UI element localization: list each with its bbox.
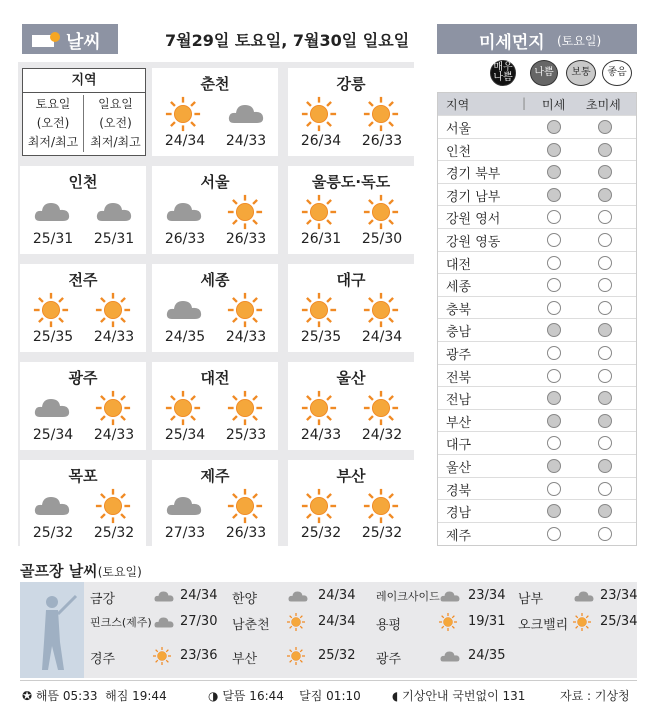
golf-temp: 23/34 bbox=[600, 588, 638, 603]
legend-sun-minmax: 최저/최고 bbox=[90, 135, 141, 149]
dust-title: 미세먼지 bbox=[479, 33, 545, 53]
city-name: 대구 bbox=[336, 271, 366, 289]
sun-icon bbox=[300, 487, 340, 523]
golf-course-name: 레이크사이드 bbox=[376, 590, 440, 603]
dust-level-normal: 보통 bbox=[566, 60, 596, 86]
dust-region: 제주 bbox=[446, 528, 472, 544]
temp-sunday: 26/33 bbox=[225, 231, 267, 247]
footer-moon bbox=[208, 687, 361, 704]
city-cell bbox=[152, 264, 278, 352]
pm25-level-dot bbox=[598, 323, 612, 337]
dust-region: 울산 bbox=[446, 461, 472, 476]
golf-title-text: 골프장 날씨 bbox=[20, 562, 98, 580]
cloud-icon bbox=[226, 95, 266, 131]
golfer-silhouette-icon bbox=[20, 582, 84, 678]
pm10-level-dot bbox=[547, 120, 561, 134]
city-cell bbox=[152, 166, 278, 254]
city-name: 인천 bbox=[68, 173, 98, 191]
dust-table bbox=[437, 92, 637, 546]
city-name: 울산 bbox=[336, 369, 366, 387]
golf-subtitle: (토요일) bbox=[97, 565, 142, 579]
city-name: 강릉 bbox=[336, 75, 366, 93]
pm10-level-dot bbox=[547, 233, 561, 247]
sun-icon bbox=[362, 389, 402, 425]
dust-row bbox=[438, 499, 636, 521]
sun-icon bbox=[362, 193, 402, 229]
dust-col-region: 지역 bbox=[446, 98, 470, 112]
legend-sun-am: (오전) bbox=[99, 116, 132, 130]
temp-saturday: 26/33 bbox=[164, 231, 206, 247]
dust-region: 강원 영동 bbox=[446, 235, 501, 250]
sun-icon bbox=[438, 612, 462, 632]
sun-icon bbox=[362, 487, 402, 523]
dust-region: 부산 bbox=[446, 415, 472, 431]
city-cell bbox=[288, 362, 414, 450]
city-name: 목포 bbox=[68, 467, 98, 485]
sun-icon bbox=[94, 291, 134, 327]
cloud-sun-icon bbox=[32, 31, 62, 49]
temp-saturday: 25/34 bbox=[164, 427, 206, 443]
sun-icon bbox=[300, 95, 340, 131]
pm25-level-dot bbox=[598, 143, 612, 157]
temp-sunday: 26/33 bbox=[225, 525, 267, 541]
pm25-level-dot bbox=[598, 414, 612, 428]
sun-icon bbox=[300, 291, 340, 327]
dust-row bbox=[438, 138, 636, 160]
sun-icon bbox=[152, 646, 176, 666]
golf-course-name: 핀크스(제주) bbox=[90, 616, 152, 629]
footer-sun bbox=[22, 687, 167, 704]
cloud-icon bbox=[286, 586, 310, 606]
dust-region: 전남 bbox=[446, 393, 472, 409]
golf-temp: 24/34 bbox=[180, 588, 218, 603]
temp-sunday: 24/33 bbox=[93, 427, 135, 443]
dust-region: 전북 bbox=[446, 370, 472, 386]
dust-level-good: 좋음 bbox=[602, 60, 632, 86]
dust-region: 인천 bbox=[446, 144, 472, 160]
temp-saturday: 25/34 bbox=[32, 427, 74, 443]
temp-saturday: 25/32 bbox=[300, 525, 342, 541]
sun-icon bbox=[286, 646, 310, 666]
dust-region: 경기 남부 bbox=[446, 189, 501, 205]
pm10-level-dot bbox=[547, 346, 561, 360]
sun-icon bbox=[226, 389, 266, 425]
temp-saturday: 26/31 bbox=[300, 231, 342, 247]
dust-table-header: 지역 | 미세 초미세 bbox=[438, 93, 636, 115]
cloud-icon bbox=[164, 487, 204, 523]
legend-saturday bbox=[23, 95, 84, 152]
pm10-level-dot bbox=[547, 301, 561, 315]
legend-sun-day: 일요일 bbox=[98, 97, 133, 111]
legend-sat-am: (오전) bbox=[36, 116, 70, 130]
dust-region: 경북 bbox=[446, 483, 472, 499]
weather-header bbox=[22, 24, 118, 54]
dust-row bbox=[438, 160, 636, 182]
legend-cell bbox=[22, 68, 146, 156]
page-title: 날씨 bbox=[66, 32, 101, 53]
temp-sunday: 24/33 bbox=[93, 329, 135, 345]
city-name: 서울 bbox=[200, 173, 230, 191]
dust-col-pm25: 초미세 bbox=[586, 98, 621, 112]
dust-header bbox=[437, 24, 637, 54]
temp-saturday: 24/35 bbox=[164, 329, 206, 345]
pm10-level-dot bbox=[547, 323, 561, 337]
sun-icon bbox=[226, 193, 266, 229]
dust-region: 충북 bbox=[446, 302, 472, 318]
pm10-level-dot bbox=[547, 256, 561, 270]
dust-subtitle: (토요일) bbox=[557, 34, 602, 48]
cloud-icon bbox=[164, 193, 204, 229]
cloud-icon bbox=[32, 389, 72, 425]
cloud-icon bbox=[32, 487, 72, 523]
temp-sunday: 25/31 bbox=[93, 231, 135, 247]
sun-icon bbox=[286, 612, 310, 632]
dust-region: 세종 bbox=[446, 280, 472, 296]
city-cell bbox=[288, 166, 414, 254]
dust-row bbox=[438, 228, 636, 250]
dust-row bbox=[438, 454, 636, 476]
golf-course-name: 남부 bbox=[518, 592, 544, 607]
city-name: 제주 bbox=[200, 467, 230, 485]
golf-course-name: 오크밸리 bbox=[518, 618, 569, 633]
pm10-level-dot bbox=[547, 143, 561, 157]
city-cell bbox=[288, 68, 414, 156]
sunset-time: 해짐 19:44 bbox=[105, 689, 167, 703]
sunrise-time: 해뜸 05:33 bbox=[35, 689, 98, 703]
dust-region: 서울 bbox=[446, 122, 472, 137]
temp-saturday: 26/34 bbox=[300, 133, 342, 149]
dust-row bbox=[438, 251, 636, 273]
pm10-level-dot bbox=[547, 504, 561, 518]
pm10-level-dot bbox=[547, 369, 561, 383]
golf-temp: 24/34 bbox=[318, 588, 356, 603]
temp-sunday: 26/33 bbox=[361, 133, 403, 149]
footer-divider bbox=[20, 680, 637, 681]
pm10-level-dot bbox=[547, 188, 561, 202]
dust-level-very-bad: 매우 나쁨 bbox=[490, 60, 516, 86]
city-name: 전주 bbox=[68, 271, 98, 289]
golf-temp: 23/34 bbox=[468, 588, 506, 603]
cloud-icon bbox=[438, 586, 462, 606]
legend-sunday bbox=[85, 95, 146, 152]
sun-icon bbox=[32, 291, 72, 327]
sun-icon bbox=[572, 612, 596, 632]
dust-row bbox=[438, 183, 636, 205]
pm25-level-dot bbox=[598, 165, 612, 179]
weather-hotline: 기상안내 국번없이 131 bbox=[402, 689, 526, 703]
temp-sunday: 24/33 bbox=[225, 329, 267, 345]
golfer-image bbox=[20, 582, 84, 678]
sun-icon: ✪ bbox=[22, 689, 33, 703]
cloud-icon bbox=[164, 291, 204, 327]
footer-source: 자료 : 기상청 bbox=[560, 689, 630, 703]
golf-temp: 24/34 bbox=[318, 614, 356, 629]
pm25-level-dot bbox=[598, 436, 612, 450]
dust-col-pm10: 미세 bbox=[542, 98, 566, 112]
pm25-level-dot bbox=[598, 482, 612, 496]
dust-region: 강원 영서 bbox=[446, 212, 501, 228]
city-cell bbox=[20, 166, 146, 254]
dust-region: 광주 bbox=[446, 348, 472, 363]
pm25-level-dot bbox=[598, 391, 612, 405]
pm25-level-dot bbox=[598, 120, 612, 134]
legend-sat-day: 토요일 bbox=[35, 97, 71, 111]
pm25-level-dot bbox=[598, 346, 612, 360]
pm10-level-dot bbox=[547, 436, 561, 450]
sun-icon bbox=[362, 95, 402, 131]
sun-icon bbox=[164, 95, 204, 131]
dust-row bbox=[438, 409, 636, 431]
moonset-time: 달짐 01:10 bbox=[299, 689, 361, 703]
pm25-level-dot bbox=[598, 459, 612, 473]
city-name: 세종 bbox=[200, 271, 230, 289]
sun-icon bbox=[94, 487, 134, 523]
pm10-level-dot bbox=[547, 482, 561, 496]
sun-icon bbox=[300, 389, 340, 425]
pm25-level-dot bbox=[598, 369, 612, 383]
dust-row bbox=[438, 431, 636, 453]
golf-temp: 24/35 bbox=[468, 648, 506, 663]
golf-course-name: 광주 bbox=[376, 652, 402, 667]
city-name: 광주 bbox=[68, 369, 98, 387]
moonrise-time: 달뜸 16:44 bbox=[222, 689, 284, 703]
sun-icon bbox=[226, 291, 266, 327]
golf-course-name: 경주 bbox=[90, 652, 116, 667]
golf-course-name: 부산 bbox=[232, 652, 258, 667]
city-cell bbox=[152, 460, 278, 548]
city-cell bbox=[288, 460, 414, 548]
dust-row bbox=[438, 115, 636, 137]
golf-temp: 23/36 bbox=[180, 648, 218, 663]
city-cell bbox=[288, 264, 414, 352]
sun-icon bbox=[226, 487, 266, 523]
dust-row bbox=[438, 364, 636, 386]
dust-region: 경남 bbox=[446, 506, 472, 522]
pm25-level-dot bbox=[598, 188, 612, 202]
pm25-level-dot bbox=[598, 504, 612, 518]
pm10-level-dot bbox=[547, 391, 561, 405]
sun-icon bbox=[94, 389, 134, 425]
pm25-level-dot bbox=[598, 301, 612, 315]
temp-sunday: 24/32 bbox=[361, 427, 403, 443]
temp-saturday: 27/33 bbox=[164, 525, 206, 541]
cloud-icon bbox=[94, 193, 134, 229]
city-cell bbox=[20, 362, 146, 450]
pm25-level-dot bbox=[598, 210, 612, 224]
dust-row bbox=[438, 522, 636, 544]
golf-course-name: 금강 bbox=[90, 592, 116, 607]
golf-temp: 25/32 bbox=[318, 648, 356, 663]
golf-course-name: 남춘천 bbox=[232, 618, 270, 633]
dust-region: 경기 북부 bbox=[446, 167, 501, 183]
city-cell bbox=[152, 68, 278, 156]
phone-icon: ◖ bbox=[392, 689, 399, 703]
golf-temp: 19/31 bbox=[468, 614, 506, 629]
temp-sunday: 25/30 bbox=[361, 231, 403, 247]
dust-region: 대구 bbox=[446, 438, 472, 454]
temp-saturday: 25/35 bbox=[32, 329, 74, 345]
dust-row bbox=[438, 296, 636, 318]
temp-saturday: 25/35 bbox=[300, 329, 342, 345]
dust-row bbox=[438, 341, 636, 363]
temp-saturday: 25/31 bbox=[32, 231, 74, 247]
legend-region: 지역 bbox=[23, 69, 145, 93]
dust-row bbox=[438, 273, 636, 295]
city-cell bbox=[20, 460, 146, 548]
pm25-level-dot bbox=[598, 527, 612, 541]
dust-region: 대전 bbox=[446, 257, 472, 273]
temp-sunday: 25/32 bbox=[361, 525, 403, 541]
city-name: 부산 bbox=[336, 467, 366, 485]
cloud-icon bbox=[152, 612, 176, 632]
pm25-level-dot bbox=[598, 278, 612, 292]
pm25-level-dot bbox=[598, 233, 612, 247]
city-name: 대전 bbox=[200, 369, 230, 387]
city-name: 울릉도·독도 bbox=[311, 173, 391, 191]
sun-icon bbox=[362, 291, 402, 327]
pm10-level-dot bbox=[547, 459, 561, 473]
city-cell bbox=[20, 264, 146, 352]
legend-sat-minmax: 최저/최고 bbox=[27, 135, 79, 149]
sun-icon bbox=[164, 389, 204, 425]
temp-saturday: 25/32 bbox=[32, 525, 74, 541]
golf-temp: 25/34 bbox=[600, 614, 638, 629]
city-cell bbox=[152, 362, 278, 450]
temp-sunday: 24/34 bbox=[361, 329, 403, 345]
temp-saturday: 24/34 bbox=[164, 133, 206, 149]
cloud-icon bbox=[152, 586, 176, 606]
dust-row bbox=[438, 318, 636, 340]
dust-row bbox=[438, 477, 636, 499]
temp-saturday: 24/33 bbox=[300, 427, 342, 443]
golf-course-name: 용평 bbox=[376, 618, 402, 633]
golf-course-name: 한양 bbox=[232, 592, 258, 607]
pm10-level-dot bbox=[547, 278, 561, 292]
dust-row bbox=[438, 386, 636, 408]
pm10-level-dot bbox=[547, 165, 561, 179]
temp-sunday: 25/33 bbox=[225, 427, 267, 443]
city-name: 춘천 bbox=[200, 75, 230, 93]
forecast-dates: 7월29일 토요일, 7월30일 일요일 bbox=[165, 31, 410, 50]
dust-region: 충남 bbox=[446, 325, 472, 341]
cloud-icon bbox=[438, 646, 462, 666]
footer-info bbox=[392, 687, 525, 704]
cloud-icon bbox=[32, 193, 72, 229]
pm10-level-dot bbox=[547, 527, 561, 541]
sun-icon bbox=[300, 193, 340, 229]
dust-row bbox=[438, 205, 636, 227]
temp-sunday: 24/33 bbox=[225, 133, 267, 149]
pm10-level-dot bbox=[547, 210, 561, 224]
pm10-level-dot bbox=[547, 414, 561, 428]
pm25-level-dot bbox=[598, 256, 612, 270]
golf-temp: 27/30 bbox=[180, 614, 218, 629]
moon-icon: ◑ bbox=[208, 689, 219, 703]
temp-sunday: 25/32 bbox=[93, 525, 135, 541]
dust-level-bad: 나쁨 bbox=[530, 60, 558, 86]
cloud-icon bbox=[572, 586, 596, 606]
golf-title bbox=[20, 560, 142, 581]
